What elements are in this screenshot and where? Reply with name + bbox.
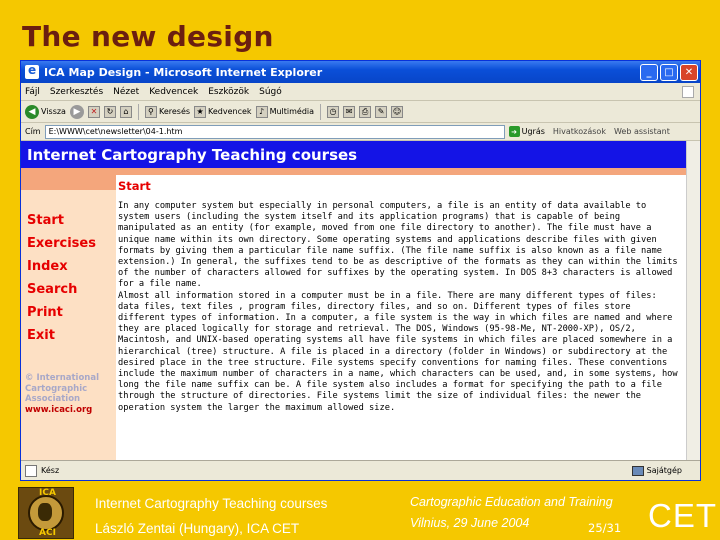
page-nav [27,209,96,347]
toolbar-separator [138,104,139,120]
copyright-line3: Association [25,394,81,404]
zone-text: Sajátgép [646,466,682,475]
window-title: ICA Map Design - Microsoft Internet Explorer [44,65,323,79]
logo-text-bottom: ACI [39,528,56,538]
page-number: 25/31 [588,521,622,535]
footer-place-date: Vilnius, 29 June 2004 [410,516,530,530]
address-label: Cím [25,127,41,136]
footer-course: Internet Cartography Teaching courses [95,496,328,511]
windows-flag-icon [682,86,694,98]
page-viewport [21,141,701,461]
maximize-button[interactable]: □ [660,64,678,81]
nav-exit[interactable]: Exit [27,328,55,343]
browser-window [20,60,701,481]
search-button[interactable] [145,106,190,118]
toolbar-separator [320,104,321,120]
home-button[interactable]: ⌂ [120,106,132,118]
nav-start[interactable]: Start [27,213,64,228]
menu-view[interactable]: Nézet [113,86,140,97]
menu-favorites[interactable]: Kedvencek [149,86,199,97]
favorites-button[interactable] [194,106,252,118]
nav-print[interactable]: Print [27,305,63,320]
stop-button[interactable]: ✕ [88,106,100,118]
back-arrow-icon: ◀ [25,105,39,119]
page-status-icon [25,465,37,477]
footer-author: László Zentai (Hungary), ICA CET [95,521,300,536]
left-top-stripe [21,168,116,190]
mail-button[interactable]: ✉ [343,106,355,118]
nav-exercises[interactable]: Exercises [27,236,96,251]
search-label: Keresés [158,107,191,116]
slide-footer [0,485,720,540]
copyright-url-link[interactable]: www.icaci.org [25,404,93,415]
go-label: Ugrás [521,127,545,136]
close-button[interactable]: ✕ [680,64,698,81]
menu-edit[interactable]: Szerkesztés [49,86,104,97]
back-button[interactable] [25,105,66,119]
nav-index[interactable]: Index [27,259,68,274]
copyright-line2: Cartographic [25,383,88,394]
ie-app-icon [25,65,39,79]
vertical-scrollbar[interactable] [686,141,701,461]
cet-logo: CET [648,497,717,534]
menu-help[interactable]: Súgó [259,86,282,97]
page-banner: Internet Cartography Teaching courses [21,141,701,168]
copyright-block [25,373,99,415]
content-heading: Start [118,179,151,193]
status-text: Kész [41,466,60,475]
web-assistant-button[interactable]: Web assistant [613,127,670,136]
menubar [21,83,700,101]
edit-button[interactable]: ✎ [375,106,387,118]
star-icon: ★ [194,106,206,118]
multimedia-label: Multimédia [269,107,315,116]
history-button[interactable]: ◷ [327,106,339,118]
footer-event: Cartographic Education and Training [410,495,613,509]
search-icon: ⚲ [145,106,157,118]
address-input[interactable]: E:\WWW\cet\newsletter\04-1.htm [45,125,505,139]
computer-icon [632,466,644,476]
slide-title: The new design [22,20,274,53]
back-label: Vissza [41,107,66,116]
copyright-line1: © International [25,373,99,383]
content-body: In any computer system but especially in personal computers, a file is an entity of data available to system users (including the system itself and its application programs) that is capable of being manipulated as an entity (for example, moved from one file directory to another). The file must have a unique name within its own directory. Some operating systems and applications describe files with given formats by giving them a particular file name suffix. (The file name suffix is also known as a file name extension.) In general, the suffixes tend to be as descriptive of the formats as they can within the limits of the number of characters allowed for suffixes by the operating system. In DOS 8+3 characters is allowed for a file name. Almost all information stored in a computer must be in a file. There are many different types of files: data files, text files , program files, directory files, and so on. Different types of files store different types of information. In a computer, a file system is the way in which files are named and where they are placed logically for storage and retrieval. The DOS, Windows (95-98-Me, NT-2000-XP), OS/2, Macintosh, and UNIX-based operating systems all have file systems in which files are placed somewhere in a hierarchical (tree) structure. A file is placed in a directory (folder in Windows) or subdirectory at the desired place in the tree structure. File systems specify conventions for naming files. These conventions include the maximum number of characters in a name, which characters can be used, and, in some systems, how long the file name suffix can be. A file system also includes a format for specifying the path to a file through the structure of directories. File systems limit the size of individual files: the newer the operation system the larger the maximum allowed size. [118,201,678,413]
go-arrow-icon: ➜ [509,126,520,137]
globe-icon [28,495,64,531]
main-content [118,179,678,414]
toolbar [21,101,700,123]
refresh-button[interactable]: ↻ [104,106,116,118]
media-icon: ♪ [256,106,268,118]
nav-search[interactable]: Search [27,282,78,297]
address-bar [21,123,700,141]
go-button[interactable] [509,126,545,137]
favorites-label: Kedvencek [208,107,252,116]
menu-file[interactable]: Fájl [25,86,40,97]
logo-text-top: ICA [39,488,56,498]
messenger-button[interactable]: ☺ [392,107,402,116]
status-bar [21,460,701,480]
content-top-stripe [116,168,701,175]
minimize-button[interactable]: _ [640,64,658,81]
links-button[interactable]: Hivatkozások [552,127,606,136]
multimedia-button[interactable] [256,106,314,118]
forward-button[interactable]: ▶ [70,105,84,119]
print-button[interactable]: ⎙ [359,106,371,118]
menu-tools[interactable]: Eszközök [208,86,250,97]
window-titlebar[interactable] [21,61,700,83]
ica-logo [18,487,74,539]
